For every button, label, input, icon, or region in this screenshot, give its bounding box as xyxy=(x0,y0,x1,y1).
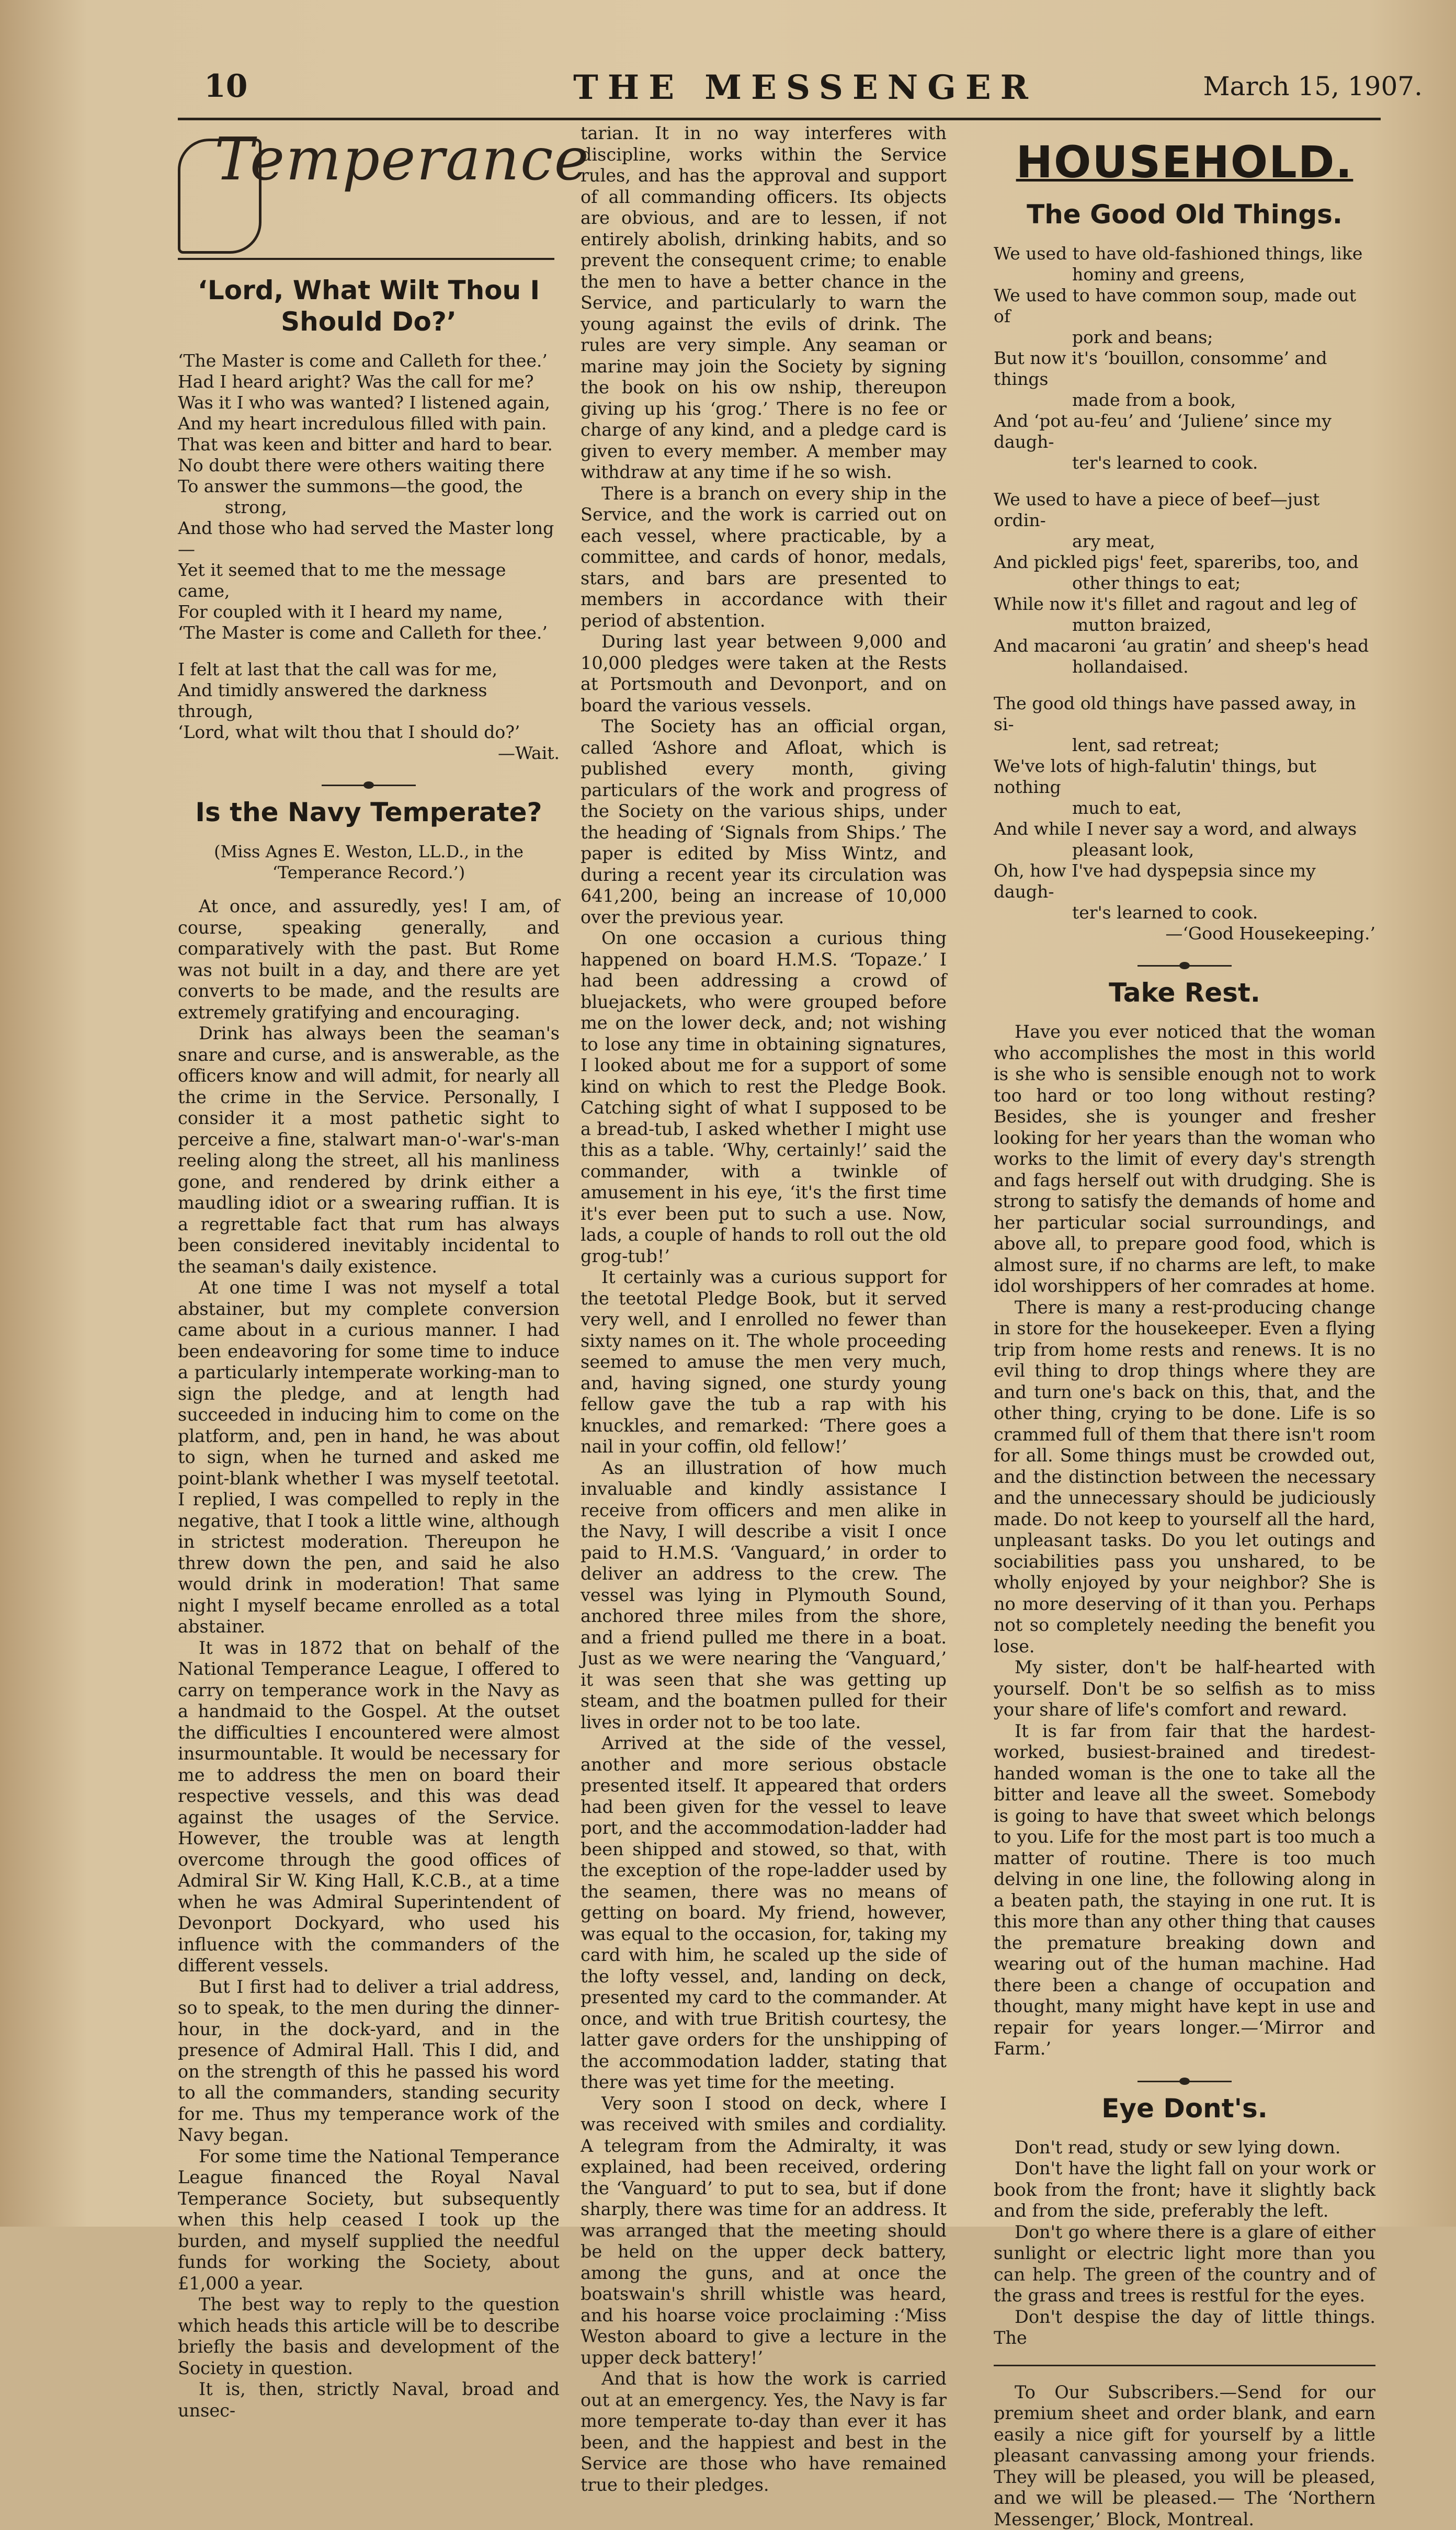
verse-line: I felt at last that the call was for me, xyxy=(178,659,560,680)
verse-line: Yet it seemed that to me the message came, xyxy=(178,560,560,602)
article-paragraph: At once, and assuredly, yes! I am, of course, speaking generally, and comparatively with the past. But Rome was not built in a day, and there are yet converts to be made, and the results are extremely gratifying and encouraging. xyxy=(178,896,560,1023)
notice-text: To Our Subscribers.—Send for our premium sheet and order blank, and earn easily a nice gift for yourself by a little pleasant canvassing among your friends. They will be pleased, you will be pleased, and we will be pleased.— The ‘Northern Messenger,’ Block, Montreal. xyxy=(994,2382,1375,2530)
article-paragraph: It certainly was a curious support for the teetotal Pledge Book, but it served very well, and I enrolled no fewer than sixty names on it. The whole proceeding seemed to amuse the men very much, and, having signed, one sturdy young fellow gave the tub a rap with his knuckles, and remarked: ‘There goes a nail in your coffin, old fellow!’ xyxy=(581,1267,947,1458)
verse-line: And while I never say a word, and always xyxy=(994,819,1375,839)
article-paragraph: For some time the National Temperance League financed the Royal Naval Temperance Society, but subsequently when this help ceased I took up the burden, and myself supplied the needful funds for working the Society, about £1,000 a year. xyxy=(178,2146,560,2295)
verse-line: Was it I who was wanted? I listened again, xyxy=(178,392,560,413)
verse-line: And pickled pigs' feet, spareribs, too, and xyxy=(994,552,1375,573)
verse-line: But now it's ‘bouillon, consomme’ and things xyxy=(994,348,1375,390)
poem-stanza-1 xyxy=(178,350,560,643)
poem-title: The Good Old Things. xyxy=(994,199,1375,230)
section-divider xyxy=(1138,965,1232,967)
rest-paragraph: Have you ever noticed that the woman who accomplishes the most in this world is she who is sensible enough not to work too hard or too long without resting? Besides, she is younger and fresher looking for her years than the woman who works to the limit of every day's strength and fags herself out with drudging. She is strong to satisfy the demands of home and her particular social surroundings, and above all, to prepare good food, which is almost sure, if no charms are left, to make idol worshippers of her comrades at home. xyxy=(994,1022,1375,1297)
verse-line: hominy and greens, xyxy=(994,264,1375,285)
verse-line: made from a book, xyxy=(994,390,1375,411)
poem-stanza-1 xyxy=(994,243,1375,473)
article-paragraph: And that is how the work is carried out at an emergency. Yes, the Navy is far more temperate to-day than ever it has been, and the happiest and best in the Service are those who have remained true to their pledges. xyxy=(581,2368,947,2495)
verse-line: pork and beans; xyxy=(994,327,1375,348)
department-title: Temperance xyxy=(214,149,590,171)
verse-line: The good old things have passed away, in si- xyxy=(994,693,1375,735)
verse-line: To answer the summons—the good, the xyxy=(178,476,560,497)
verse-line: Had I heard aright? Was the call for me? xyxy=(178,371,560,392)
rest-paragraph: There is many a rest-producing change in store for the housekeeper. Even a flying trip from home rests and renews. It is no evil thing to drop things where they are and turn one's back on this, that, and the other thing, crying to be done. Life is so crammed full of them that there isn't room for all. Some things must be crowded out, and the distinction between the necessary and the unnecessary should be judiciously made. Do not keep to yourself all the hard, unpleasant tasks. Do you let outings and sociabilities pass you unshared, to be wholly enjoyed by your neighbor? She is no more deserving of it than you. Perhaps not so completely needing the benefit you lose. xyxy=(994,1297,1375,1658)
paper-name: THE MESSENGER xyxy=(544,68,1067,107)
verse-line: hollandaised. xyxy=(994,656,1375,677)
verse-line: We used to have common soup, made out of xyxy=(994,285,1375,327)
department-title: HOUSEHOLD. xyxy=(994,136,1375,188)
verse-line: mutton braized, xyxy=(994,615,1375,636)
verse-line: We used to have a piece of beef—just ordin- xyxy=(994,489,1375,531)
verse-line: We've lots of high-falutin' things, but nothing xyxy=(994,756,1375,798)
page-number: 10 xyxy=(204,68,248,105)
poem-attribution: —‘Good Housekeeping.’ xyxy=(994,923,1375,944)
article-paragraph: Arrived at the side of the vessel, another and more serious obstacle presented itself. It appeared that orders had been given for the vessel to leave port, and the accommodation-ladder had been shipped and stowed, so that, with the exception of the rope-ladder used by the seamen, there was no means of getting on board. My friend, however, was equal to the occasion, for, taking my card with him, he scaled up the side of the lofty vessel, and, landing on deck, presented my card to the commander. At once, and with true British courtesy, the latter gave orders for the unshipping of the accommodation ladder, stating that there was yet time for the meeting. xyxy=(581,1733,947,2093)
verse-line: And timidly answered the darkness through, xyxy=(178,680,560,722)
verse-line: much to eat, xyxy=(994,798,1375,819)
article-title: Is the Navy Temperate? xyxy=(178,797,560,828)
poem-stanza-2 xyxy=(178,659,560,743)
verse-line: ‘The Master is come and Calleth for thee.’ xyxy=(178,350,560,371)
poem-stanza-3 xyxy=(994,693,1375,923)
poem-stanza-2 xyxy=(994,489,1375,677)
verse-line: Oh, how I've had dyspepsia since my daugh- xyxy=(994,860,1375,902)
eye-title: Eye Dont's. xyxy=(994,2093,1375,2124)
verse-line: And macaroni ‘au gratin’ and sheep's head xyxy=(994,636,1375,656)
verse-line: strong, xyxy=(178,497,560,518)
verse-line: And those who had served the Master long— xyxy=(178,518,560,560)
verse-line: ‘The Master is come and Calleth for thee.’ xyxy=(178,622,560,643)
column-article-continued xyxy=(581,123,947,2179)
subscriber-notice xyxy=(994,2382,1375,2530)
temperance-banner xyxy=(178,123,560,264)
verse-line: And my heart incredulous filled with pain. xyxy=(178,413,560,434)
article-paragraph: At one time I was not myself a total abstainer, but my complete conversion came about in a curious manner. I had been endeavoring for some time to induce a particularly intemperate working-man to sign the pledge, and at length had succeeded in inducing him to come on the platform, and, pen in hand, he was about to sign, when he turned and asked me point-blank whether I was myself teetotal. I replied, I was compelled to reply in the negative, that I took a little wine, although in strictest moderation. Thereupon he threw down the pen, and said he also would drink in moderation! That same night I myself became enrolled as a total abstainer. xyxy=(178,1277,560,1638)
article-paragraph: There is a branch on every ship in the Service, and the work is carried out on each vessel, where practicable, by a committee, and cards of honor, medals, stars, and bars are presented to members in accordance with their period of abstention. xyxy=(581,483,947,632)
poem-title: ‘Lord, What Wilt Thou I Should Do?’ xyxy=(178,275,560,337)
verse-line: lent, sad retreat; xyxy=(994,735,1375,756)
eye-paragraph: Don't go where there is a glare of either sunlight or electric light more than you can help. The green of the country and of the grass and trees is restful for the eyes. xyxy=(994,2222,1375,2307)
verse-line: ary meat, xyxy=(994,531,1375,552)
verse-line: We used to have old-fashioned things, like xyxy=(994,243,1375,264)
article-paragraph: As an illustration of how much invaluable and kindly assistance I receive from officers and men alike in the Navy, I will describe a visit I once paid to H.M.S. ‘Vanguard,’ in order to deliver an address to the crew. The vessel was lying in Plymouth Sound, anchored three miles from the shore, and a friend pulled me there in a boat. Just as we were nearing the ‘Vanguard,’ it was seen that she was getting up steam, and the boatmen pulled for their lives in order not to be too late. xyxy=(581,1458,947,1733)
rest-title: Take Rest. xyxy=(994,977,1375,1008)
verse-line: ter's learned to cook. xyxy=(994,902,1375,923)
article-paragraph: But I first had to deliver a trial address, so to speak, to the men during the dinner-hour, in the dock-yard, and in the presence of Admiral Hall. This I did, and on the strength of this he passed his word to all the commanders, standing security for me. Thus my temperance work of the Navy began. xyxy=(178,1977,560,2146)
rest-paragraph: It is far from fair that the hardest-worked, busiest-brained and tiredest-handed woman is the one to take all the bitter and leave all the sweet. Somebody is going to have that sweet which belongs to you. Life for the most part is too much a matter of routine. There is too much delving in one line, the following along in a beaten path, the staying in one rut. It is this more than any other thing that causes the premature breaking down and wearing out of the human machine. Had there been a change of occupation and thought, many might have kept in use and repair for years longer.—‘Mirror and Farm.’ xyxy=(994,1721,1375,2060)
article-paragraph: The Society has an official organ, called ‘Ashore and Afloat, which is published every month, giving particulars of the work and progress of the Society on the various ships, under the heading of ‘Signals from Ships.’ The paper is edited by Miss Wintz, and during a recent year its circulation was 641,200, being an increase of 10,000 over the previous year. xyxy=(581,716,947,928)
article-paragraph: Drink has always been the seaman's snare and curse, and is answerable, as the officers know and will admit, for nearly all the crime in the Service. Personally, I consider it a most pathetic sight to perceive a fine, stalwart man-o'-war's-man reeling along the street, all his manliness gone, and rendered by drink either a maudling idiot or a swearing ruffian. It is a regrettable fact that rum has always been considered inevitably incidental to the seaman's daily existence. xyxy=(178,1023,560,1277)
section-divider xyxy=(322,785,416,786)
article-paragraph: Very soon I stood on deck, where I was received with smiles and cordiality. A telegram from the Admiralty, it was explained, had been received, ordering the ‘Vanguard’ to put to sea, but if done sharply, there was time for an address. It was arranged that the meeting should be held on the upper deck battery, among the guns, and at once the boatswain's shrill whistle was heard, and his hoarse voice proclaiming :‘Miss Weston aboard to give a lecture in the upper deck battery!’ xyxy=(581,2093,947,2369)
article-byline: (Miss Agnes E. Weston, LL.D., in the ‘Temperance Record.’) xyxy=(178,841,560,883)
poem-attribution: —Wait. xyxy=(178,743,560,764)
eye-paragraph: Don't despise the day of little things. The xyxy=(994,2307,1375,2349)
verse-line: ‘Lord, what wilt thou that I should do?’ xyxy=(178,722,560,743)
verse-line: pleasant look, xyxy=(994,839,1375,860)
article-paragraph: It is, then, strictly Naval, broad and unsec- xyxy=(178,2379,560,2421)
verse-line: For coupled with it I heard my name, xyxy=(178,602,560,622)
article-paragraph: It was in 1872 that on behalf of the National Temperance League, I offered to carry on temperance work in the Navy as a handmaid to the Gospel. At the outset the difficulties I encountered were almost insurmountable. It would be necessary for me to address the men on board their respective vessels, and this was dead against the usages of the Service. However, the trouble was at length overcome through the good offices of Admiral Sir W. King Hall, K.C.B., at a time when he was Admiral Superintendent of Devonport Dockyard, who used his influence with the commanders of the different vessels. xyxy=(178,1638,560,1977)
eye-paragraph: Don't have the light fall on your work or book from the front; have it slightly back and from the side, preferably the left. xyxy=(994,2158,1375,2222)
column-temperance xyxy=(178,123,560,2179)
verse-line: That was keen and bitter and hard to bear. xyxy=(178,434,560,455)
column-household xyxy=(994,123,1375,2179)
masthead-rule xyxy=(178,118,1381,120)
article-paragraph: The best way to reply to the question which heads this article will be to describe briefly the basis and development of the Society in question. xyxy=(178,2294,560,2379)
verse-line: And ‘pot au-feu’ and ‘Juliene’ since my daugh- xyxy=(994,411,1375,452)
verse-line: ter's learned to cook. xyxy=(994,452,1375,473)
article-paragraph: During last year between 9,000 and 10,000 pledges were taken at the Rests at Portsmouth and Devonport, and on board the various vessels. xyxy=(581,631,947,716)
section-divider xyxy=(1138,2081,1232,2082)
notice-rule xyxy=(994,2365,1375,2366)
verse-line: No doubt there were others waiting there xyxy=(178,455,560,476)
verse-line: While now it's fillet and ragout and leg of xyxy=(994,594,1375,615)
masthead xyxy=(204,68,1423,115)
verse-line: other things to eat; xyxy=(994,573,1375,594)
article-paragraph: On one occasion a curious thing happened on board H.M.S. ‘Topaze.’ I had been addressing a crowd of bluejackets, who were grouped before me on the lower deck, and; not wishing to lose any time in obtaining signatures, I looked about me for a support of some kind on which to rest the Pledge Book. Catching sight of what I supposed to be a bread-tub, I asked whether I might use this as a table. ‘Why, certainly!’ said the commander, with a twinkle of amusement in his eye, ‘it's the first time it's ever been put to such a use. Now, lads, a couple of hands to roll out the old grog-tub!’ xyxy=(581,928,947,1267)
issue-date: March 15, 1907. xyxy=(1203,71,1423,101)
eye-paragraph: Don't read, study or sew lying down. xyxy=(994,2137,1375,2159)
banner-rule xyxy=(178,258,554,260)
rest-paragraph: My sister, don't be half-hearted with yourself. Don't be so selfish as to miss your share of life's comfort and reward. xyxy=(994,1657,1375,1721)
article-paragraph: tarian. It in no way interferes with discipline, works within the Service rules, and has the approval and support of all commanding officers. Its objects are obvious, and are to lessen, if not entirely abolish, drinking habits, and so prevent the consequent crime; to enable the men to have a better chance in the Service, and particularly to warn the young against the evils of drink. The rules are very simple. Any seaman or marine may join the Society by signing the book on his ow nship, thereupon giving up his ‘grog.’ There is no fee or charge of any kind, and a pledge card is given to every member. A member may withdraw at any time if he so wish. xyxy=(581,123,947,483)
